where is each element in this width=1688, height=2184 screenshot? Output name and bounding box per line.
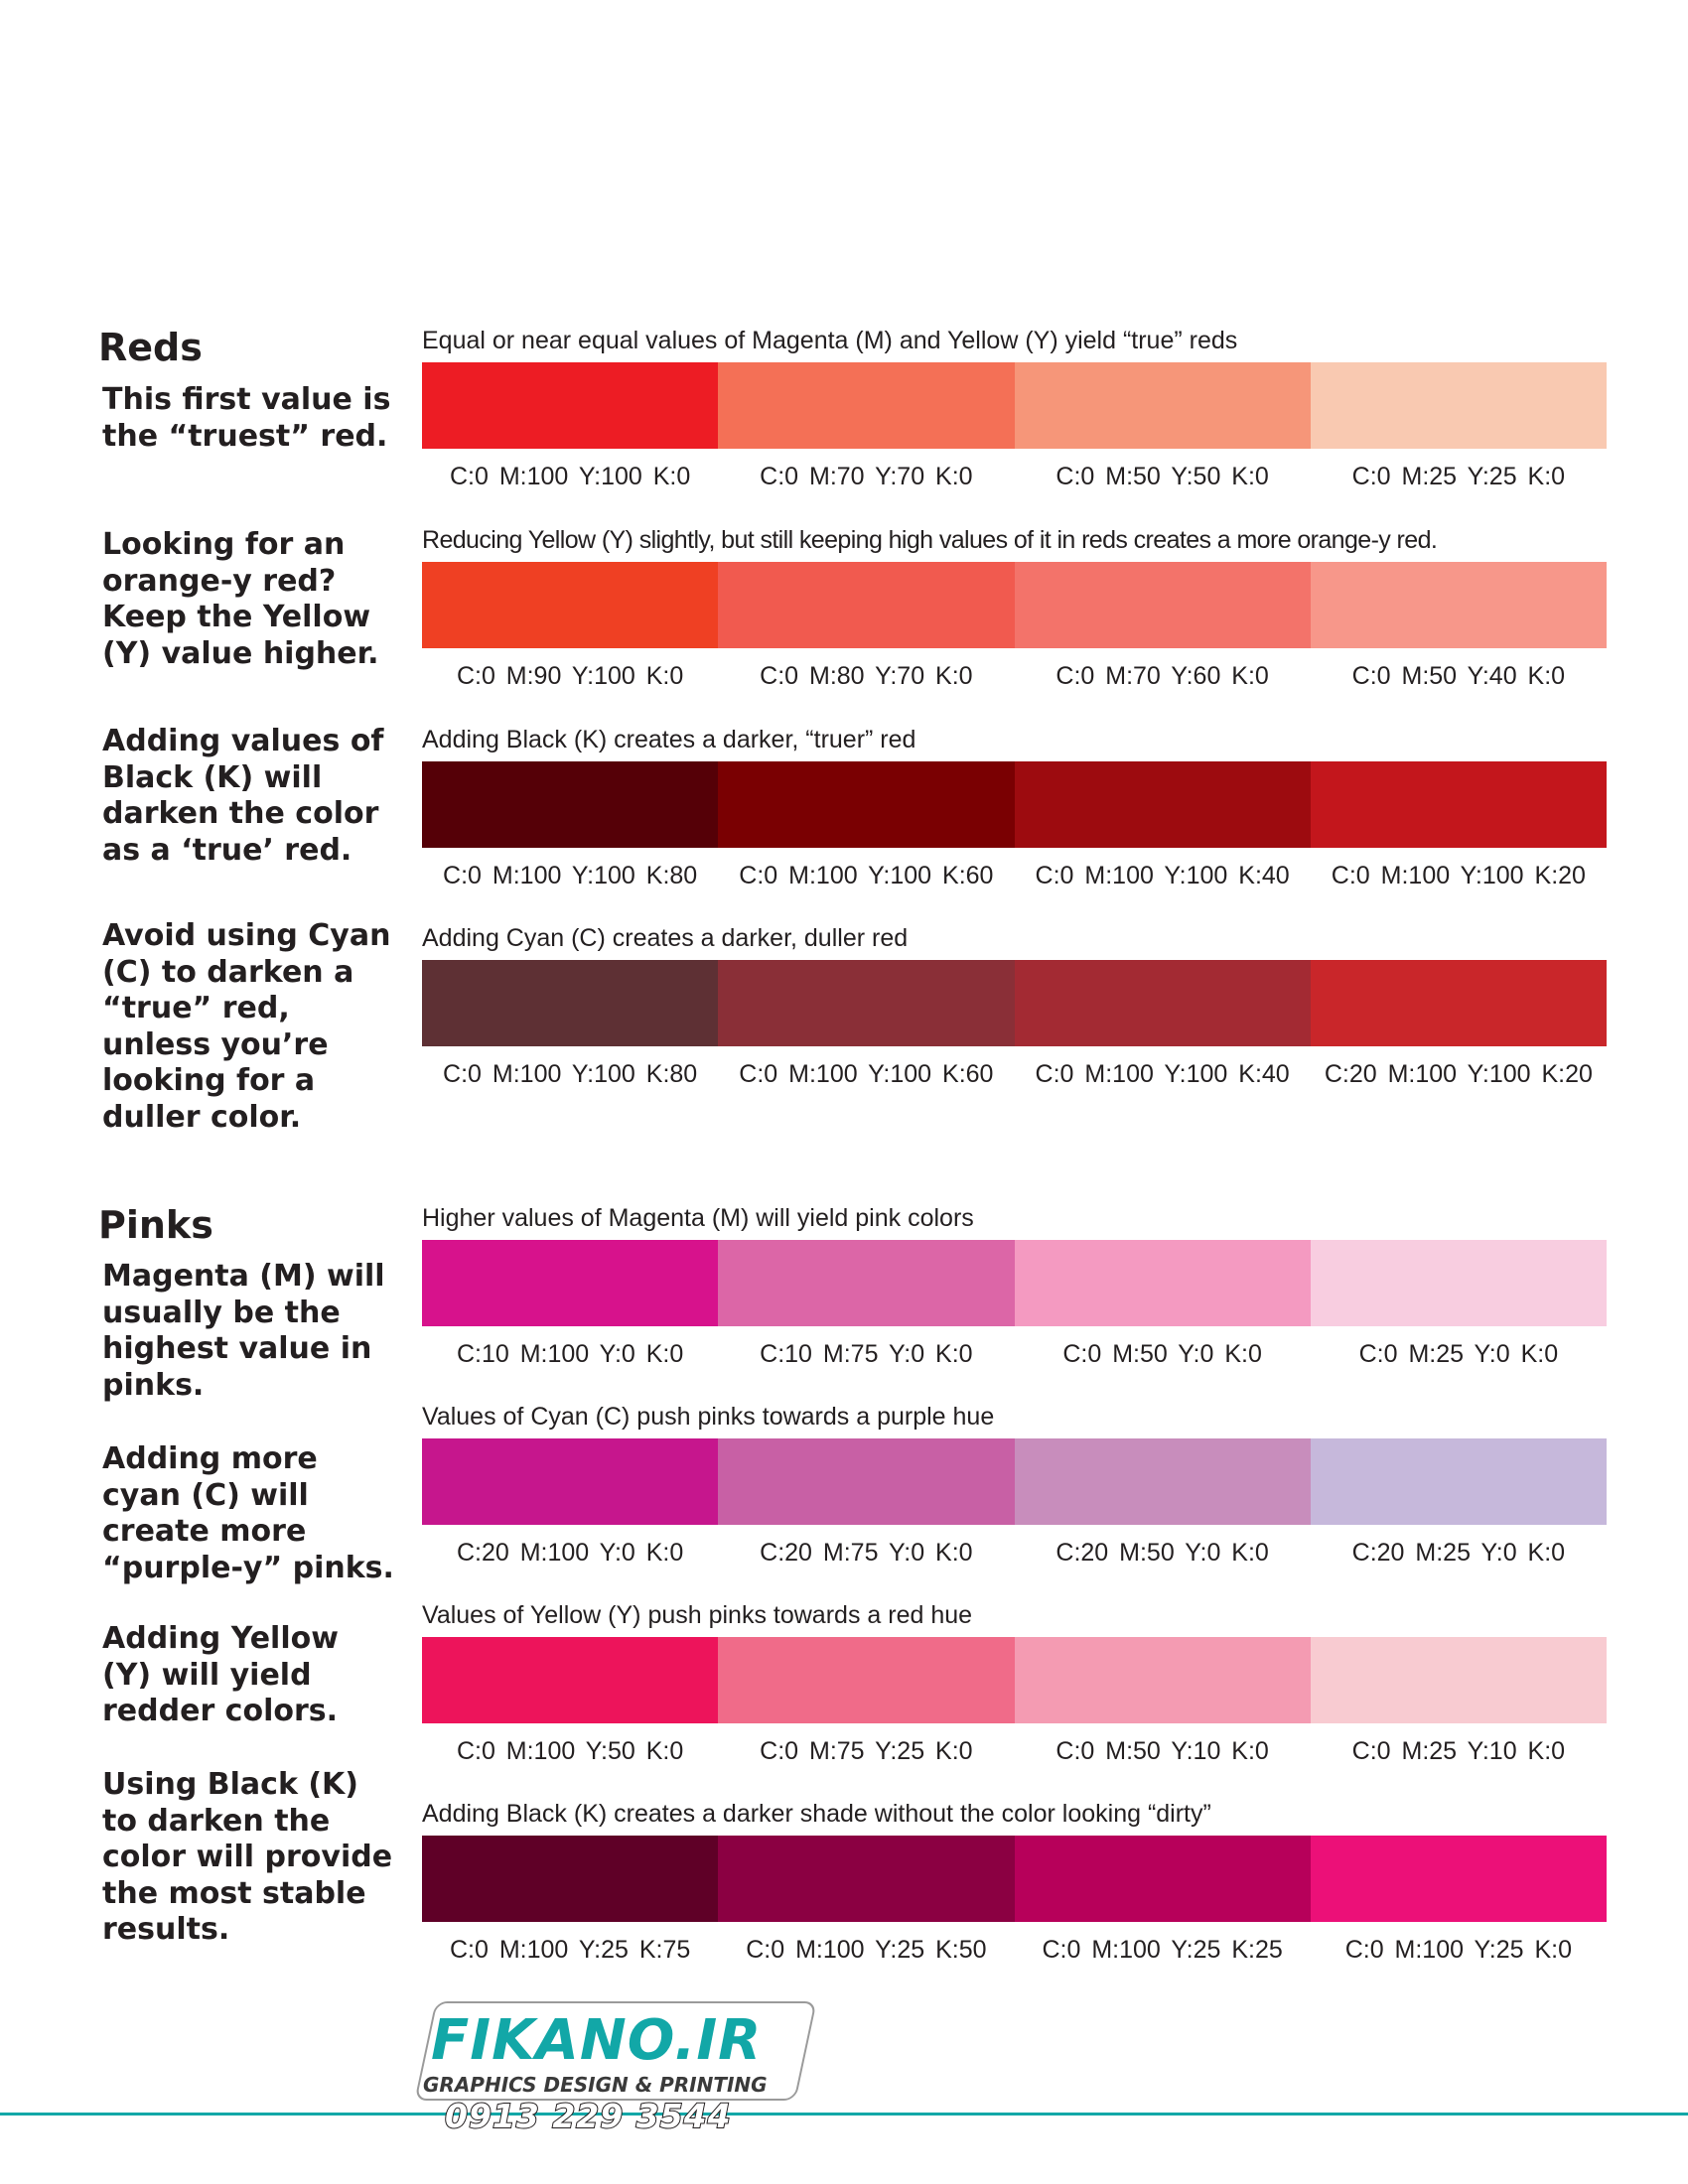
logo-tagline: GRAPHICS DESIGN & PRINTING (423, 2073, 768, 2097)
reds-tip-orange: Looking for an orange-y red? Keep the Yellow (Y) value higher. (102, 527, 379, 671)
color-swatch (718, 1438, 1014, 1525)
cmyk-label: C:20 M:100 Y:0 K:0 (456, 1539, 684, 1567)
color-swatch (718, 362, 1014, 449)
color-swatch (1015, 1637, 1311, 1723)
cmyk-label: C:0 M:100 Y:100 K:80 (443, 1060, 698, 1088)
cmyk-label: C:0 M:80 Y:70 K:0 (760, 662, 973, 690)
swatch-labels (422, 1339, 1607, 1369)
color-swatch (422, 1836, 718, 1922)
swatch-labels (422, 661, 1607, 691)
color-swatch (718, 960, 1014, 1046)
swatch-strip (422, 562, 1607, 648)
color-swatch (1311, 1240, 1607, 1326)
color-swatch (1015, 960, 1311, 1046)
swatch-strip (422, 1637, 1607, 1723)
cmyk-label: C:0 M:100 Y:25 K:25 (1042, 1936, 1283, 1964)
cmyk-label: C:0 M:100 Y:25 K:75 (450, 1936, 691, 1964)
cmyk-label: C:0 M:90 Y:100 K:0 (456, 662, 684, 690)
row-caption: Values of Cyan (C) push pinks towards a purple hue (422, 1403, 995, 1431)
color-swatch (1311, 1438, 1607, 1525)
cmyk-label: C:0 M:100 Y:100 K:40 (1035, 1060, 1290, 1088)
pinks-tip-magenta: Magenta (M) will usually be the highest value in pinks. (102, 1259, 385, 1403)
cmyk-label: C:0 M:25 Y:10 K:0 (1351, 1737, 1566, 1765)
color-swatch (718, 761, 1014, 848)
row-caption: Reducing Yellow (Y) slightly, but still keeping high values of it in reds creates a more orange-y red. (422, 526, 1438, 554)
color-swatch (1015, 362, 1311, 449)
color-swatch (422, 960, 718, 1046)
cmyk-label: C:0 M:50 Y:40 K:0 (1351, 662, 1566, 690)
swatch-labels (422, 1935, 1607, 1965)
cmyk-label: C:0 M:100 Y:100 K:60 (739, 862, 994, 889)
cmyk-label: C:20 M:25 Y:0 K:0 (1351, 1539, 1566, 1567)
cmyk-label: C:0 M:70 Y:70 K:0 (760, 463, 973, 490)
row-caption: Equal or near equal values of Magenta (M) and Yellow (Y) yield “true” reds (422, 327, 1238, 354)
row-caption: Adding Cyan (C) creates a darker, duller red (422, 924, 909, 952)
color-swatch (422, 1637, 718, 1723)
cmyk-label: C:0 M:100 Y:100 K:20 (1331, 862, 1586, 889)
color-swatch (422, 1240, 718, 1326)
color-swatch (1311, 1637, 1607, 1723)
color-swatch (422, 362, 718, 449)
pinks-heading: Pinks (98, 1203, 213, 1247)
logo-phone-number: 0913 229 3544 (445, 2097, 732, 2135)
cmyk-label: C:0 M:100 Y:25 K:50 (746, 1936, 987, 1964)
color-swatch (422, 761, 718, 848)
row-caption: Values of Yellow (Y) push pinks towards a red hue (422, 1601, 973, 1629)
color-swatch (718, 1836, 1014, 1922)
color-swatch (1015, 1836, 1311, 1922)
swatch-labels (422, 1059, 1607, 1089)
cmyk-label: C:0 M:50 Y:0 K:0 (1062, 1340, 1262, 1368)
color-swatch (422, 1438, 718, 1525)
reds-tip-black: Adding values of Black (K) will darken the color as a ‘true’ red. (102, 724, 384, 868)
cmyk-label: C:0 M:100 Y:100 K:0 (450, 463, 691, 490)
color-swatch (1311, 362, 1607, 449)
swatch-strip (422, 1240, 1607, 1326)
footer-divider (0, 2113, 1688, 2116)
swatch-strip (422, 761, 1607, 848)
cmyk-label: C:10 M:75 Y:0 K:0 (760, 1340, 973, 1368)
swatch-strip (422, 1438, 1607, 1525)
cmyk-label: C:0 M:70 Y:60 K:0 (1055, 662, 1269, 690)
color-swatch (1015, 1438, 1311, 1525)
swatch-labels (422, 462, 1607, 491)
cmyk-label: C:0 M:25 Y:25 K:0 (1351, 463, 1566, 490)
color-swatch (1311, 960, 1607, 1046)
row-caption: Higher values of Magenta (M) will yield pink colors (422, 1204, 974, 1232)
color-swatch (1311, 1836, 1607, 1922)
color-swatch (422, 562, 718, 648)
swatch-labels (422, 1736, 1607, 1766)
swatch-strip (422, 362, 1607, 449)
reds-tip-truest: This first value is the “truest” red. (102, 382, 391, 454)
reds-tip-cyan: Avoid using Cyan (C) to darken a “true” red, unless you’re looking for a duller color. (102, 918, 391, 1135)
row-caption: Adding Black (K) creates a darker shade without the color looking “dirty” (422, 1800, 1211, 1828)
color-swatch (1015, 1240, 1311, 1326)
cmyk-label: C:0 M:100 Y:100 K:80 (443, 862, 698, 889)
cmyk-label: C:20 M:50 Y:0 K:0 (1055, 1539, 1269, 1567)
cmyk-label: C:0 M:100 Y:25 K:0 (1344, 1936, 1573, 1964)
swatch-strip (422, 960, 1607, 1046)
color-swatch (718, 1637, 1014, 1723)
cmyk-label: C:10 M:100 Y:0 K:0 (456, 1340, 684, 1368)
cmyk-label: C:20 M:100 Y:100 K:20 (1324, 1060, 1593, 1088)
color-swatch (718, 1240, 1014, 1326)
cmyk-label: C:0 M:50 Y:50 K:0 (1055, 463, 1269, 490)
cmyk-label: C:0 M:25 Y:0 K:0 (1358, 1340, 1559, 1368)
fikano-logo (407, 1997, 819, 2136)
pinks-tip-black: Using Black (K) to darken the color will provide the most stable results. (102, 1767, 393, 1947)
swatch-labels (422, 1538, 1607, 1568)
pinks-tip-yellow: Adding Yellow (Y) will yield redder colors. (102, 1621, 339, 1728)
cmyk-label: C:0 M:100 Y:100 K:40 (1035, 862, 1290, 889)
color-swatch (1311, 562, 1607, 648)
cmyk-label: C:0 M:100 Y:100 K:60 (739, 1060, 994, 1088)
color-swatch (718, 562, 1014, 648)
color-swatch (1311, 761, 1607, 848)
row-caption: Adding Black (K) creates a darker, “truer” red (422, 726, 916, 753)
logo-brand-text: FIKANO.IR (431, 2008, 763, 2073)
color-swatch (1015, 761, 1311, 848)
color-swatch (1015, 562, 1311, 648)
cmyk-label: C:0 M:100 Y:50 K:0 (456, 1737, 684, 1765)
cmyk-label: C:20 M:75 Y:0 K:0 (760, 1539, 973, 1567)
reds-heading: Reds (98, 326, 203, 369)
swatch-strip (422, 1836, 1607, 1922)
pinks-tip-cyan: Adding more cyan (C) will create more “purple-y” pinks. (102, 1441, 394, 1585)
swatch-labels (422, 861, 1607, 890)
cmyk-label: C:0 M:50 Y:10 K:0 (1055, 1737, 1269, 1765)
cmyk-label: C:0 M:75 Y:25 K:0 (760, 1737, 973, 1765)
